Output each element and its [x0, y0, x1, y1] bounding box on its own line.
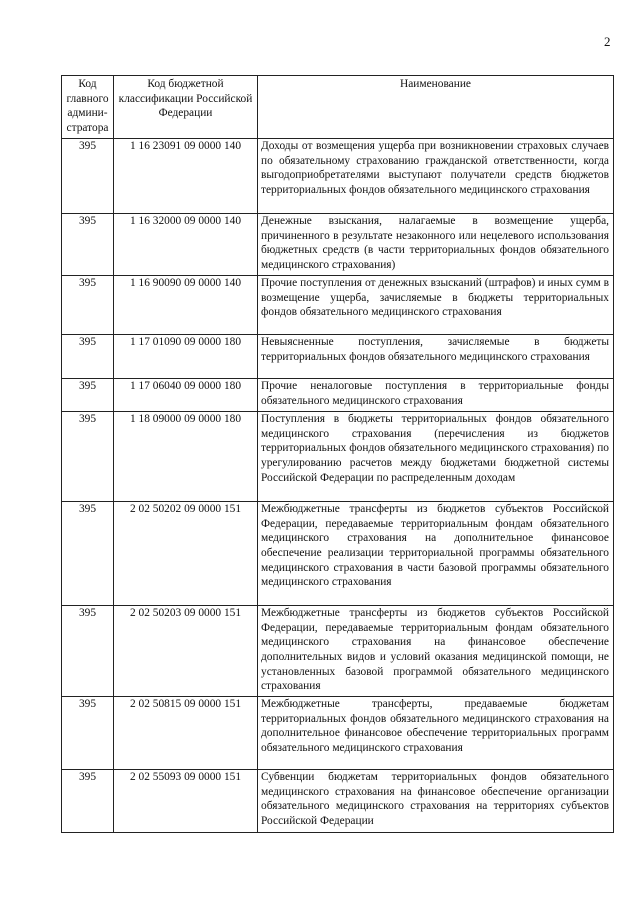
name-cell: Доходы от возмещения ущерба при возникновении страховых случаев по обязательному страхованию гражданской ответственности, когда выгодоприобретателями выступают получатели средств бюджетов территориальных фондов обязательного медицинского страхования: [258, 138, 614, 213]
table-row: [62, 769, 614, 832]
header-budget-classification-code: Код бюджетной классификации Российской Федерации: [114, 76, 258, 139]
table-row: [62, 696, 614, 769]
kbk-cell: 1 16 23091 09 0000 140: [114, 138, 258, 213]
table-row: [62, 501, 614, 605]
admin-code-cell: 395: [62, 334, 114, 378]
admin-code-cell: 395: [62, 411, 114, 501]
name-cell: Субвенции бюджетам территориальных фондов обязательного медицинского страхования на финансовое обеспечение организации обязательного медицинского страхования на территориях субъектов Российской Федерации: [258, 769, 614, 832]
admin-code-cell: 395: [62, 605, 114, 696]
table-header: [62, 76, 614, 139]
kbk-cell: 2 02 50203 09 0000 151: [114, 605, 258, 696]
kbk-cell: 2 02 55093 09 0000 151: [114, 769, 258, 832]
kbk-cell: 1 17 06040 09 0000 180: [114, 378, 258, 411]
table-row: [62, 275, 614, 334]
name-cell: Невыясненные поступления, зачисляемые в бюджеты территориальных фондов обязательного медицинского страхования: [258, 334, 614, 378]
kbk-cell: 2 02 50202 09 0000 151: [114, 501, 258, 605]
kbk-cell: 2 02 50815 09 0000 151: [114, 696, 258, 769]
header-name: Наименование: [258, 76, 614, 139]
page-number: 2: [604, 34, 611, 49]
table-row: [62, 138, 614, 213]
name-cell: Межбюджетные трансферты из бюджетов субъектов Российской Федерации, передаваемые территориальным фондам обязательного медицинского страхования на финансовое обеспечение дополнительных видов и условий оказания медицинской помощи, не установленных базовой программой обязательного медицинского страхования: [258, 605, 614, 696]
kbk-cell: 1 17 01090 09 0000 180: [114, 334, 258, 378]
admin-code-cell: 395: [62, 138, 114, 213]
budget-codes-table: [61, 75, 614, 833]
header-admin-code: Код главного админи-стратора: [62, 76, 114, 139]
table-row: [62, 334, 614, 378]
admin-code-cell: 395: [62, 501, 114, 605]
table-row: [62, 213, 614, 275]
admin-code-cell: 395: [62, 213, 114, 275]
name-cell: Межбюджетные трансферты из бюджетов субъектов Российской Федерации, передаваемые территориальным фондам обязательного медицинского страхования на дополнительное финансовое обеспечение реализации территориальной программы обязательного медицинского страхования в части базовой программы обязательного медицинского страхования: [258, 501, 614, 605]
name-cell: Прочие неналоговые поступления в территориальные фонды обязательного медицинского страхования: [258, 378, 614, 411]
kbk-cell: 1 16 90090 09 0000 140: [114, 275, 258, 334]
admin-code-cell: 395: [62, 378, 114, 411]
kbk-cell: 1 18 09000 09 0000 180: [114, 411, 258, 501]
admin-code-cell: 395: [62, 696, 114, 769]
admin-code-cell: 395: [62, 769, 114, 832]
name-cell: Поступления в бюджеты территориальных фондов обязательного медицинского страхования (перечисления из бюджетов территориальных фондов обязательного медицинского страхования) по урегулированию расчетов между бюджетами бюджетной системы Российской Федерации по распределенным доходам: [258, 411, 614, 501]
admin-code-cell: 395: [62, 275, 114, 334]
name-cell: Прочие поступления от денежных взысканий (штрафов) и иных сумм в возмещение ущерба, зачисляемые в бюджеты территориальных фондов обязательного медицинского страхования: [258, 275, 614, 334]
kbk-cell: 1 16 32000 09 0000 140: [114, 213, 258, 275]
table-row: [62, 605, 614, 696]
name-cell: Межбюджетные трансферты, предаваемые бюджетам территориальных фондов обязательного медицинского страхования на дополнительное финансовое обеспечение территориальных программ обязательного медицинского страхования: [258, 696, 614, 769]
name-cell: Денежные взыскания, налагаемые в возмещение ущерба, причиненного в результате незаконного или нецелевого использования бюджетных средств (в части территориальных фондов обязательного медицинского страхования): [258, 213, 614, 275]
table-row: [62, 411, 614, 501]
table-row: [62, 378, 614, 411]
